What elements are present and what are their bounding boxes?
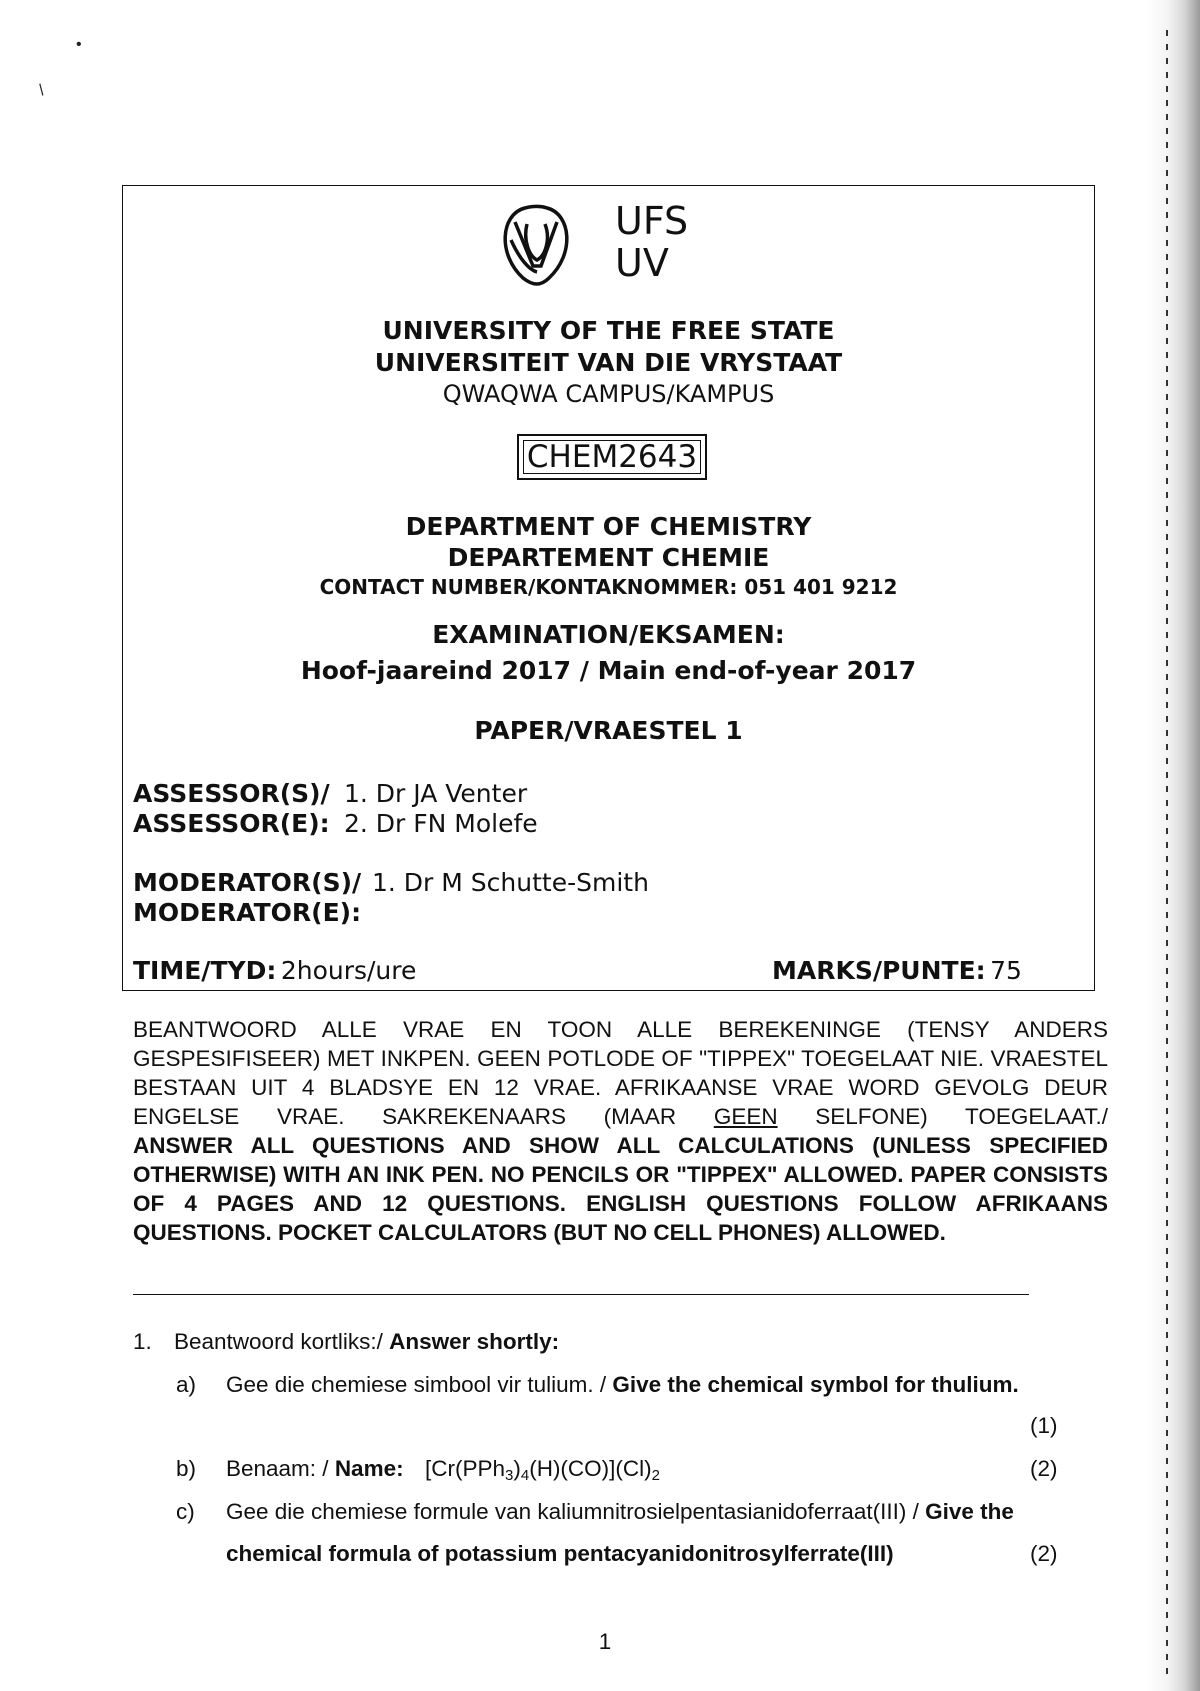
instructions-af-text-end: SELFONE) TOEGELAAT./: [777, 1104, 1108, 1129]
question-1a-text: [226, 1372, 1019, 1398]
formula-part: [Cr(PPh: [425, 1456, 506, 1481]
formula-subscript: 3: [505, 1467, 514, 1484]
question-1b-letter: b): [176, 1456, 197, 1481]
question-1a-af: Gee die chemiese simbool vir tulium. /: [226, 1372, 613, 1397]
department-en: DEPARTMENT OF CHEMISTRY: [405, 512, 812, 541]
formula-subscript: 2: [651, 1467, 661, 1484]
moderators-label-2: MODERATOR(E):: [133, 898, 362, 927]
question-1-intro-en: Answer shortly:: [389, 1329, 560, 1354]
assessor-2: 2. Dr FN Molefe: [344, 809, 538, 838]
instructions-english: ANSWER ALL QUESTIONS AND SHOW ALL CALCULATIONS (UNLESS SPECIFIED OTHERWISE) WITH AN INK PEN. NO PENCILS OR "TIPPEX" ALLOWED. PAPER CONSISTS OF 4 PAGES AND 12 QUESTIONS. ENGLISH QUESTIONS FOLLOW AFRIKAANS QUESTIONS. POCKET CALCULATORS (BUT NO CELL PHONES) ALLOWED.: [133, 1133, 1108, 1245]
paper-number: PAPER/VRAESTEL 1: [474, 716, 743, 745]
university-name-en: UNIVERSITY OF THE FREE STATE: [382, 316, 835, 345]
scan-edge-line: [1166, 30, 1168, 1680]
exam-session: Hoof-jaareind 2017 / Main end-of-year 2017: [300, 656, 917, 685]
marks-label: MARKS/PUNTE:: [772, 956, 986, 985]
moderators-label-1: MODERATOR(S)/: [133, 868, 362, 897]
question-1a-en: Give the chemical symbol for thulium.: [612, 1372, 1019, 1397]
question-1a-marks: (1): [1030, 1413, 1058, 1438]
university-name-af: UNIVERSITEIT VAN DIE VRYSTAAT: [374, 348, 843, 377]
campus-name: QWAQWA CAMPUS/KAMPUS: [442, 380, 775, 408]
ufs-logo-text: [615, 200, 688, 284]
assessors-label-1: ASSESSOR(S)/: [133, 779, 330, 808]
formula-subscript: 4: [520, 1467, 530, 1484]
question-1-intro: [174, 1329, 559, 1355]
question-1c-af: Gee die chemiese formule van kaliumnitrosielpentasianidoferraat(III) /: [226, 1499, 926, 1524]
question-1b-text: [226, 1456, 404, 1482]
marks-value: 75: [990, 956, 1022, 985]
question-1c-en-2: chemical formula of potassium pentacyanidonitrosylferrate(III): [226, 1541, 894, 1566]
scan-edge-shadow: [1146, 0, 1200, 1691]
question-1b-en: Name:: [334, 1456, 404, 1481]
formula-part: ): [513, 1456, 521, 1481]
assessors-label-2: ASSESSOR(E):: [133, 809, 330, 838]
logo-line-uv: UV: [615, 241, 669, 285]
instructions-af-underlined: GEEN: [713, 1104, 778, 1129]
formula-part: (H)(CO)](Cl): [529, 1456, 652, 1481]
question-1-intro-af: Beantwoord kortliks:/: [174, 1329, 390, 1354]
exam-label: EXAMINATION/EKSAMEN:: [432, 620, 785, 649]
question-1c-marks: (2): [1030, 1541, 1058, 1566]
question-1b-af: Benaam: /: [226, 1456, 335, 1481]
time-value: 2hours/ure: [280, 956, 417, 985]
question-1c-letter: c): [176, 1499, 195, 1524]
marks-row: [772, 956, 1022, 985]
question-1-number: 1.: [133, 1329, 152, 1354]
module-code: CHEM2643: [526, 439, 698, 475]
page-number: 1: [598, 1629, 612, 1654]
department-af: DEPARTEMENT CHEMIE: [447, 543, 770, 572]
instructions-af-text: BEANTWOORD ALLE VRAE EN TOON ALLE BEREKENINGE (TENSY ANDERS GESPESIFISEER) MET INKPEN. GEEN POTLODE OF "TIPPEX" TOEGELAAT NIE. VRAESTEL BESTAAN UIT 4 BLADSYE EN 12 VRAE. AFRIKAANSE VRAE WORD GEVOLG DEUR ENGELSE VRAE. SAKREKENAARS (MAAR: [133, 1017, 1108, 1129]
time-label: TIME/TYD:: [133, 956, 277, 985]
section-divider: [133, 1294, 1029, 1295]
question-1c-text: [226, 1499, 1014, 1525]
assessor-1: 1. Dr JA Venter: [344, 779, 528, 808]
instructions-afrikaans: [133, 1015, 1108, 1131]
contact-number: CONTACT NUMBER/KONTAKNOMMER: 051 401 9212: [319, 575, 898, 599]
question-1b-marks: (2): [1030, 1456, 1058, 1481]
logo-line-ufs: UFS: [615, 199, 689, 243]
stray-mark: /: [35, 82, 49, 100]
question-1a-letter: a): [176, 1372, 197, 1397]
question-1b-formula: [425, 1456, 660, 1484]
time-row: [133, 956, 416, 985]
question-1c-en-1: Give the: [925, 1499, 1014, 1524]
stray-mark: •: [76, 36, 82, 53]
moderator-1: 1. Dr M Schutte-Smith: [372, 868, 649, 897]
